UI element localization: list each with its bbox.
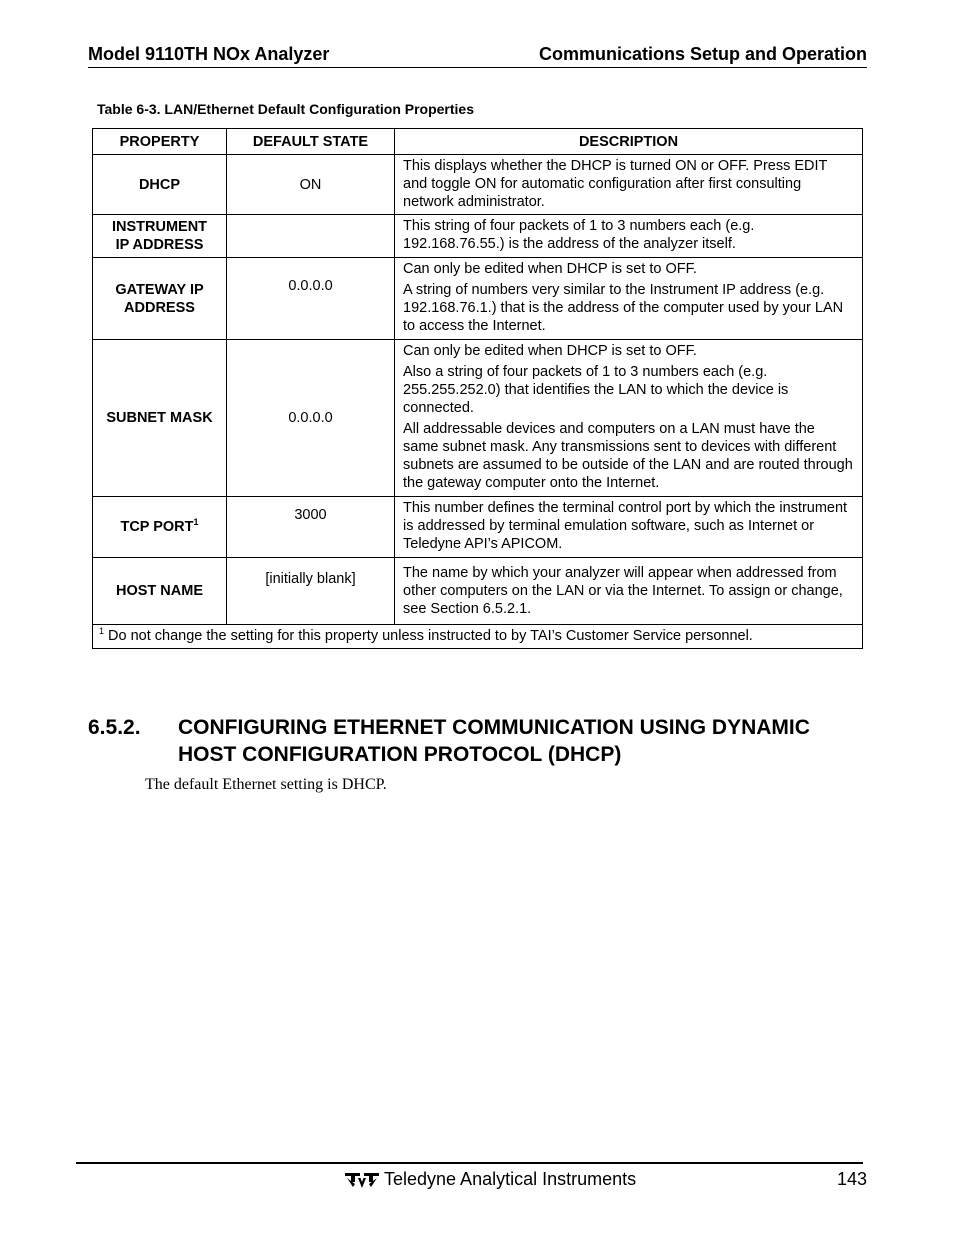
default-value: 0.0.0.0 bbox=[288, 278, 333, 294]
property-name-line2: ADDRESS bbox=[124, 299, 195, 316]
column-header-default: DEFAULT STATE bbox=[227, 129, 395, 155]
description-text: This displays whether the DHCP is turned ON or OFF. Press EDIT and toggle ON for automatic configuration after first consulting network administrator. bbox=[403, 158, 828, 210]
table-header-row bbox=[93, 129, 863, 155]
table-row-instrument-ip bbox=[93, 215, 863, 258]
description-text: A string of numbers very similar to the Instrument IP address (e.g. 192.168.76.1.) that is the address of the computer used by your LAN to access the Internet. bbox=[403, 282, 844, 334]
description-text: This number defines the terminal control port by which the instrument is addressed by terminal emulation software, such as Internet or Teledyne API’s APICOM. bbox=[403, 500, 848, 552]
table-row-gateway-ip bbox=[93, 258, 863, 340]
table-footnote-row bbox=[93, 625, 863, 649]
description-cell bbox=[395, 258, 863, 340]
description-text: All addressable devices and computers on a LAN must have the same subnet mask. Any transmissions sent to devices with different subnets are assumed to be outside of the LAN and are routed through the gateway computer onto the Internet. bbox=[403, 421, 853, 491]
property-name: DHCP bbox=[138, 176, 181, 193]
description-text: Can only be edited when DHCP is set to OFF. bbox=[403, 343, 697, 359]
description-text: Can only be edited when DHCP is set to OFF. bbox=[403, 261, 697, 277]
table-row-subnet-mask bbox=[93, 340, 863, 497]
header-model: Model 9110TH NOx Analyzer bbox=[88, 44, 330, 64]
table-footnote bbox=[93, 625, 863, 649]
teledyne-logo-icon bbox=[344, 1170, 380, 1190]
header-chapter: Communications Setup and Operation bbox=[538, 44, 867, 64]
property-name: HOST NAME bbox=[116, 583, 203, 599]
default-value: 0.0.0.0 bbox=[288, 410, 333, 426]
property-cell bbox=[93, 497, 227, 558]
default-cell bbox=[227, 258, 395, 340]
footer-rule bbox=[76, 1162, 863, 1164]
section-number: 6.5.2. bbox=[88, 716, 141, 739]
property-cell bbox=[93, 340, 227, 497]
property-name: SUBNET MASK bbox=[106, 410, 213, 426]
table-row-dhcp bbox=[93, 155, 863, 215]
property-name-line1: GATEWAY IP bbox=[115, 281, 204, 298]
property-cell bbox=[93, 258, 227, 340]
default-cell bbox=[227, 497, 395, 558]
description-text: The name by which your analyzer will appear when addressed from other computers on the LAN or via the Internet. To assign or change, see Section 6.5.2.1. bbox=[403, 565, 843, 617]
property-name: TCP PORT bbox=[120, 519, 194, 535]
description-text: Also a string of four packets of 1 to 3 numbers each (e.g. 255.255.252.0) that identifies the LAN to which the device is connected. bbox=[403, 364, 789, 416]
property-name-line1: INSTRUMENT bbox=[111, 219, 208, 235]
section-heading bbox=[88, 714, 810, 768]
description-cell bbox=[395, 155, 863, 215]
description-cell bbox=[395, 497, 863, 558]
table-row-tcp-port bbox=[93, 497, 863, 558]
column-header-property: PROPERTY bbox=[93, 129, 227, 155]
property-name-line2: IP ADDRESS bbox=[115, 237, 204, 253]
description-cell bbox=[395, 558, 863, 625]
footnote-text: Do not change the setting for this property unless instructed to by TAI’s Customer Service personnel. bbox=[108, 628, 753, 644]
description-text: This string of four packets of 1 to 3 numbers each (e.g. 192.168.76.55.) is the address of the analyzer itself. bbox=[403, 218, 755, 252]
description-cell bbox=[395, 215, 863, 258]
header-rule bbox=[88, 67, 867, 68]
default-cell bbox=[227, 558, 395, 625]
column-header-description: DESCRIPTION bbox=[395, 129, 863, 155]
section-title-line2: HOST CONFIGURATION PROTOCOL (DHCP) bbox=[178, 743, 622, 766]
default-value: [initially blank] bbox=[265, 571, 356, 587]
footnote-marker: 1 bbox=[99, 626, 105, 637]
footnote-marker: 1 bbox=[193, 517, 199, 528]
section-body-text: The default Ethernet setting is DHCP. bbox=[145, 776, 387, 793]
table-caption: Table 6-3. LAN/Ethernet Default Configuration Properties bbox=[97, 101, 475, 117]
table-row-host-name bbox=[93, 558, 863, 625]
default-cell bbox=[227, 215, 395, 258]
property-cell bbox=[93, 215, 227, 258]
default-value: 3000 bbox=[294, 507, 327, 523]
property-cell bbox=[93, 558, 227, 625]
footer-company: Teledyne Analytical Instruments bbox=[384, 1169, 637, 1189]
section-title-line1: CONFIGURING ETHERNET COMMUNICATION USING DYNAMIC bbox=[178, 716, 810, 739]
default-value: ON bbox=[299, 176, 322, 193]
page-number: 143 bbox=[836, 1169, 867, 1189]
default-cell bbox=[227, 340, 395, 497]
config-table bbox=[92, 128, 863, 649]
default-cell bbox=[227, 155, 395, 215]
property-cell bbox=[93, 155, 227, 215]
description-cell bbox=[395, 340, 863, 497]
